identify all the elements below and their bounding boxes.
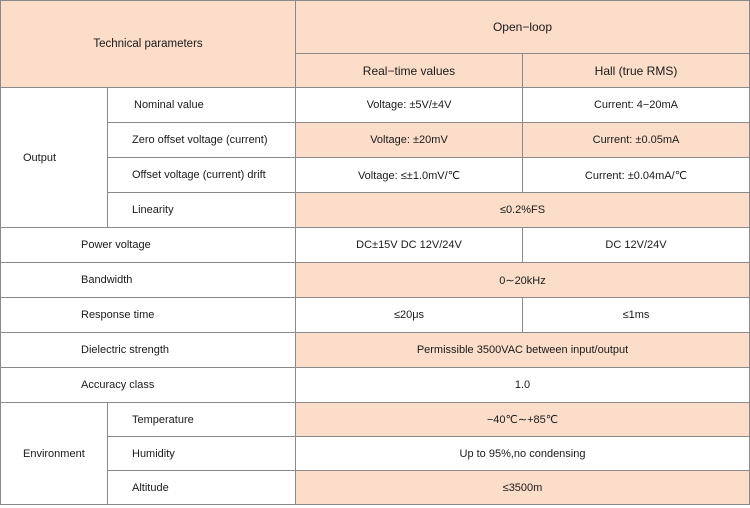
- row-label-humidity: Humidity: [108, 437, 296, 471]
- row-label-nominal-value: Nominal value: [108, 88, 296, 123]
- cell-altitude: ≤3500m: [296, 471, 750, 505]
- cell-response-time-hall: ≤1ms: [523, 298, 750, 333]
- cell-dielectric-strength: Permissible 3500VAC between input/output: [296, 333, 750, 368]
- row-label-bandwidth: Bandwidth: [1, 263, 296, 298]
- row-label-power-voltage: Power voltage: [1, 228, 296, 263]
- row-label-linearity: Linearity: [108, 193, 296, 228]
- row-label-dielectric-strength: Dielectric strength: [1, 333, 296, 368]
- cell-temperature: −40℃∼+85℃: [296, 403, 750, 437]
- cell-humidity: Up to 95%,no condensing: [296, 437, 750, 471]
- row-label-altitude: Altitude: [108, 471, 296, 505]
- cell-offset-drift-real-time: Voltage: ≤±1.0mV/℃: [296, 158, 523, 193]
- cell-response-time-real-time: ≤20μs: [296, 298, 523, 333]
- cell-power-voltage-hall: DC 12V/24V: [523, 228, 750, 263]
- cell-bandwidth: 0∼20kHz: [296, 263, 750, 298]
- row-label-offset-drift: Offset voltage (current) drift: [108, 158, 296, 193]
- cell-nominal-real-time: Voltage: ±5V/±4V: [296, 88, 523, 123]
- row-label-accuracy-class: Accuracy class: [1, 368, 296, 403]
- header-real-time-values: Real−time values: [296, 54, 523, 88]
- cell-nominal-hall: Current: 4−20mA: [523, 88, 750, 123]
- header-technical-parameters: Technical parameters: [1, 1, 296, 88]
- cell-zero-offset-real-time: Voltage: ±20mV: [296, 123, 523, 158]
- cell-accuracy-class: 1.0: [296, 368, 750, 403]
- cell-power-voltage-real-time: DC±15V DC 12V/24V: [296, 228, 523, 263]
- row-label-zero-offset: Zero offset voltage (current): [108, 123, 296, 158]
- cell-zero-offset-hall: Current: ±0.05mA: [523, 123, 750, 158]
- cell-linearity: ≤0.2%FS: [296, 193, 750, 228]
- cell-offset-drift-hall: Current: ±0.04mA/℃: [523, 158, 750, 193]
- header-hall-true-rms: Hall (true RMS): [523, 54, 750, 88]
- group-environment: Environment: [1, 403, 108, 505]
- header-open-loop: Open−loop: [296, 1, 750, 54]
- row-label-temperature: Temperature: [108, 403, 296, 437]
- row-label-response-time: Response time: [1, 298, 296, 333]
- group-output: Output: [1, 88, 108, 228]
